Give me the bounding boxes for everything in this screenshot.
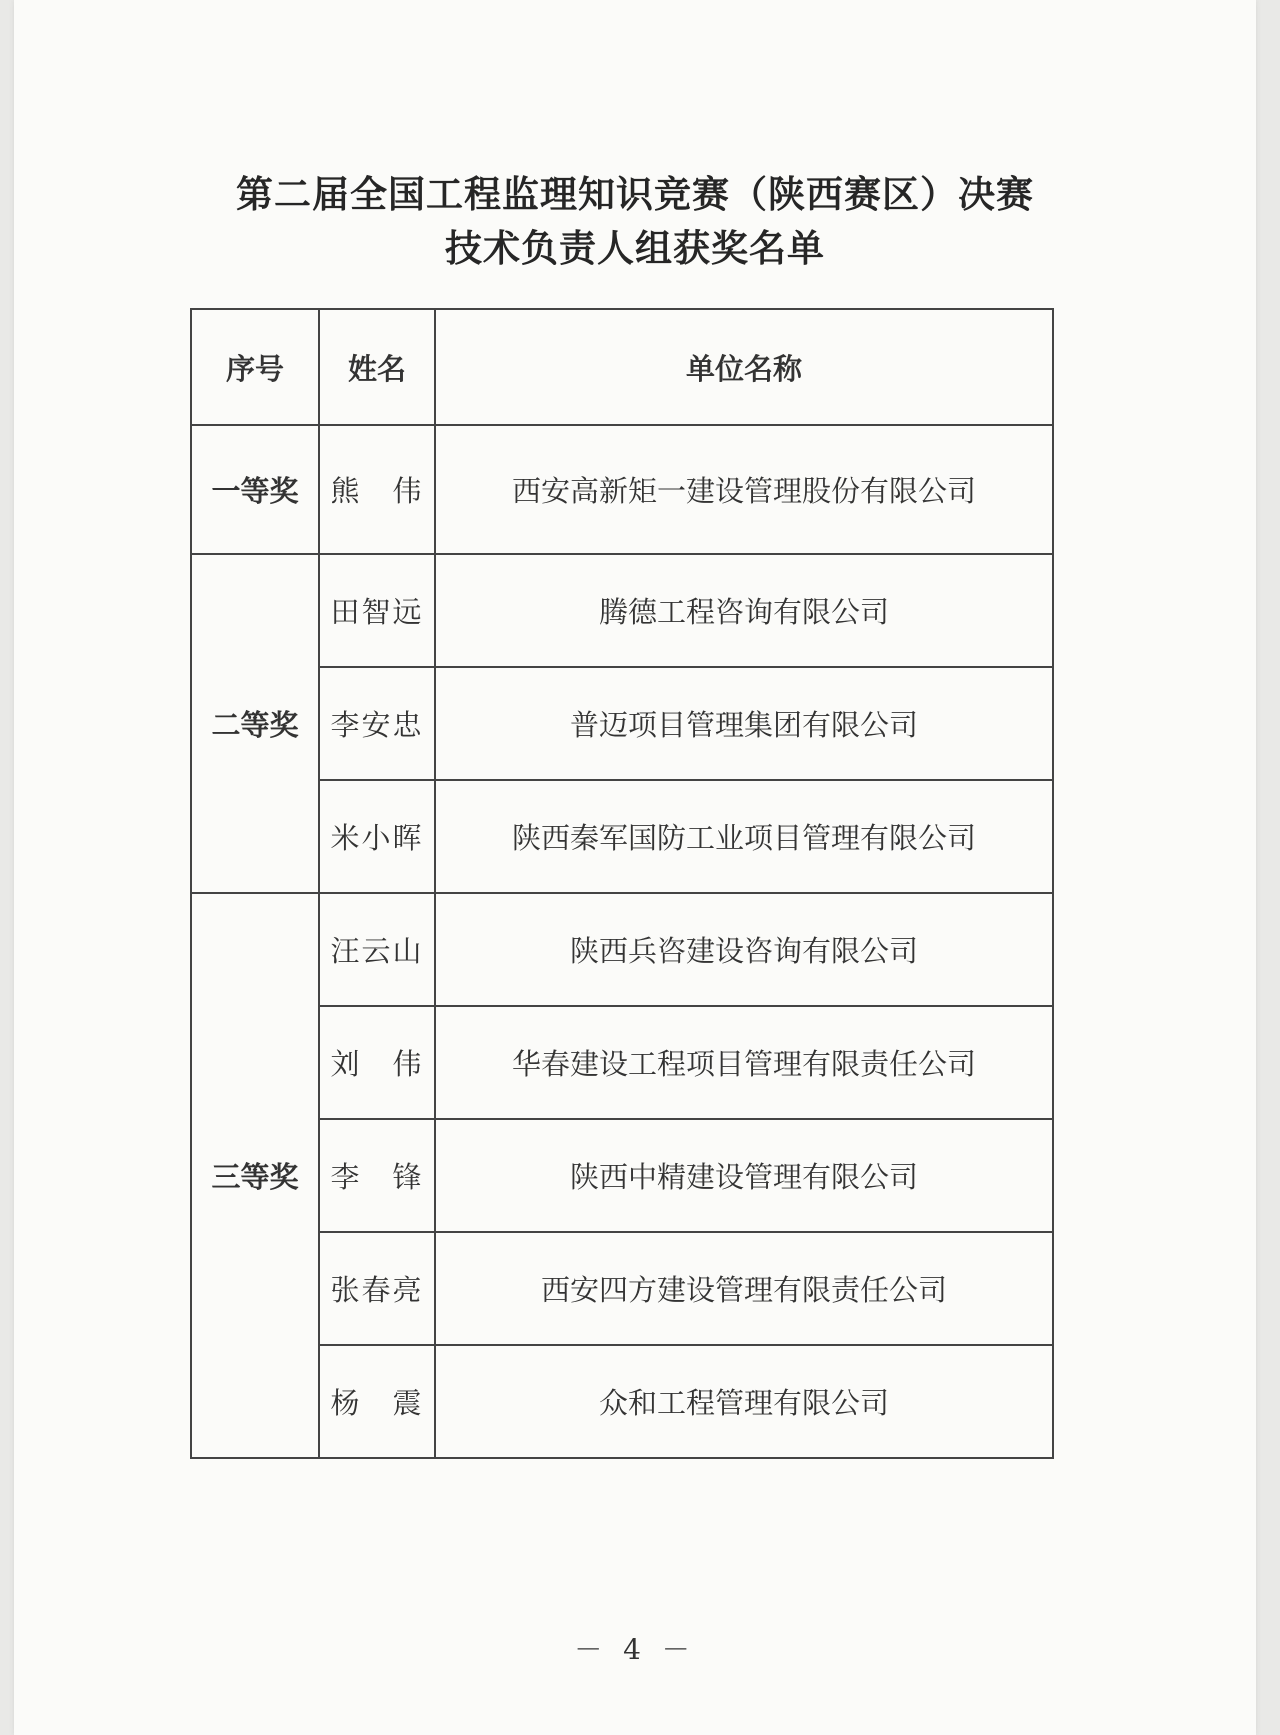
- winner-unit: 西安高新矩一建设管理股份有限公司: [435, 425, 1053, 554]
- winner-name: 刘 伟: [319, 1006, 435, 1119]
- prize-first: 一等奖: [191, 425, 319, 554]
- table-row: [191, 667, 1053, 780]
- winner-name: 李 锋: [319, 1119, 435, 1232]
- table-row: [191, 554, 1053, 667]
- page-number: － 4 －: [574, 1633, 696, 1666]
- winner-unit: 华春建设工程项目管理有限责任公司: [435, 1006, 1053, 1119]
- winner-unit: 西安四方建设管理有限责任公司: [435, 1232, 1053, 1345]
- winner-name: 李安忠: [319, 667, 435, 780]
- document-title: 第二届全国工程监理知识竞赛（陕西赛区）决赛: [236, 173, 1034, 216]
- winner-name: 杨 震: [319, 1345, 435, 1458]
- winner-unit: 众和工程管理有限公司: [435, 1345, 1053, 1458]
- winner-unit: 陕西中精建设管理有限公司: [435, 1119, 1053, 1232]
- header-unit: 单位名称: [435, 309, 1053, 425]
- winner-unit: 陕西兵咨建设咨询有限公司: [435, 893, 1053, 1006]
- table-row: [191, 1119, 1053, 1232]
- table-row: [191, 425, 1053, 554]
- winner-unit: 腾德工程咨询有限公司: [435, 554, 1053, 667]
- prize-third: 三等奖: [191, 893, 319, 1458]
- prize-second: 二等奖: [191, 554, 319, 893]
- table-header-row: [191, 309, 1053, 425]
- winner-name: 熊 伟: [319, 425, 435, 554]
- awards-table: [190, 308, 1054, 1459]
- winner-name: 米小晖: [319, 780, 435, 893]
- winner-name: 汪云山: [319, 893, 435, 1006]
- table-row: [191, 1006, 1053, 1119]
- winner-unit: 陕西秦军国防工业项目管理有限公司: [435, 780, 1053, 893]
- winner-unit: 普迈项目管理集团有限公司: [435, 667, 1053, 780]
- header-name: 姓名: [319, 309, 435, 425]
- winner-name: 田智远: [319, 554, 435, 667]
- document-subtitle: 技术负责人组获奖名单: [445, 227, 825, 270]
- table-row: [191, 780, 1053, 893]
- document-page: [14, 0, 1256, 1735]
- table-row: [191, 893, 1053, 1006]
- table-row: [191, 1232, 1053, 1345]
- winner-name: 张春亮: [319, 1232, 435, 1345]
- table-row: [191, 1345, 1053, 1458]
- header-seq: 序号: [191, 309, 319, 425]
